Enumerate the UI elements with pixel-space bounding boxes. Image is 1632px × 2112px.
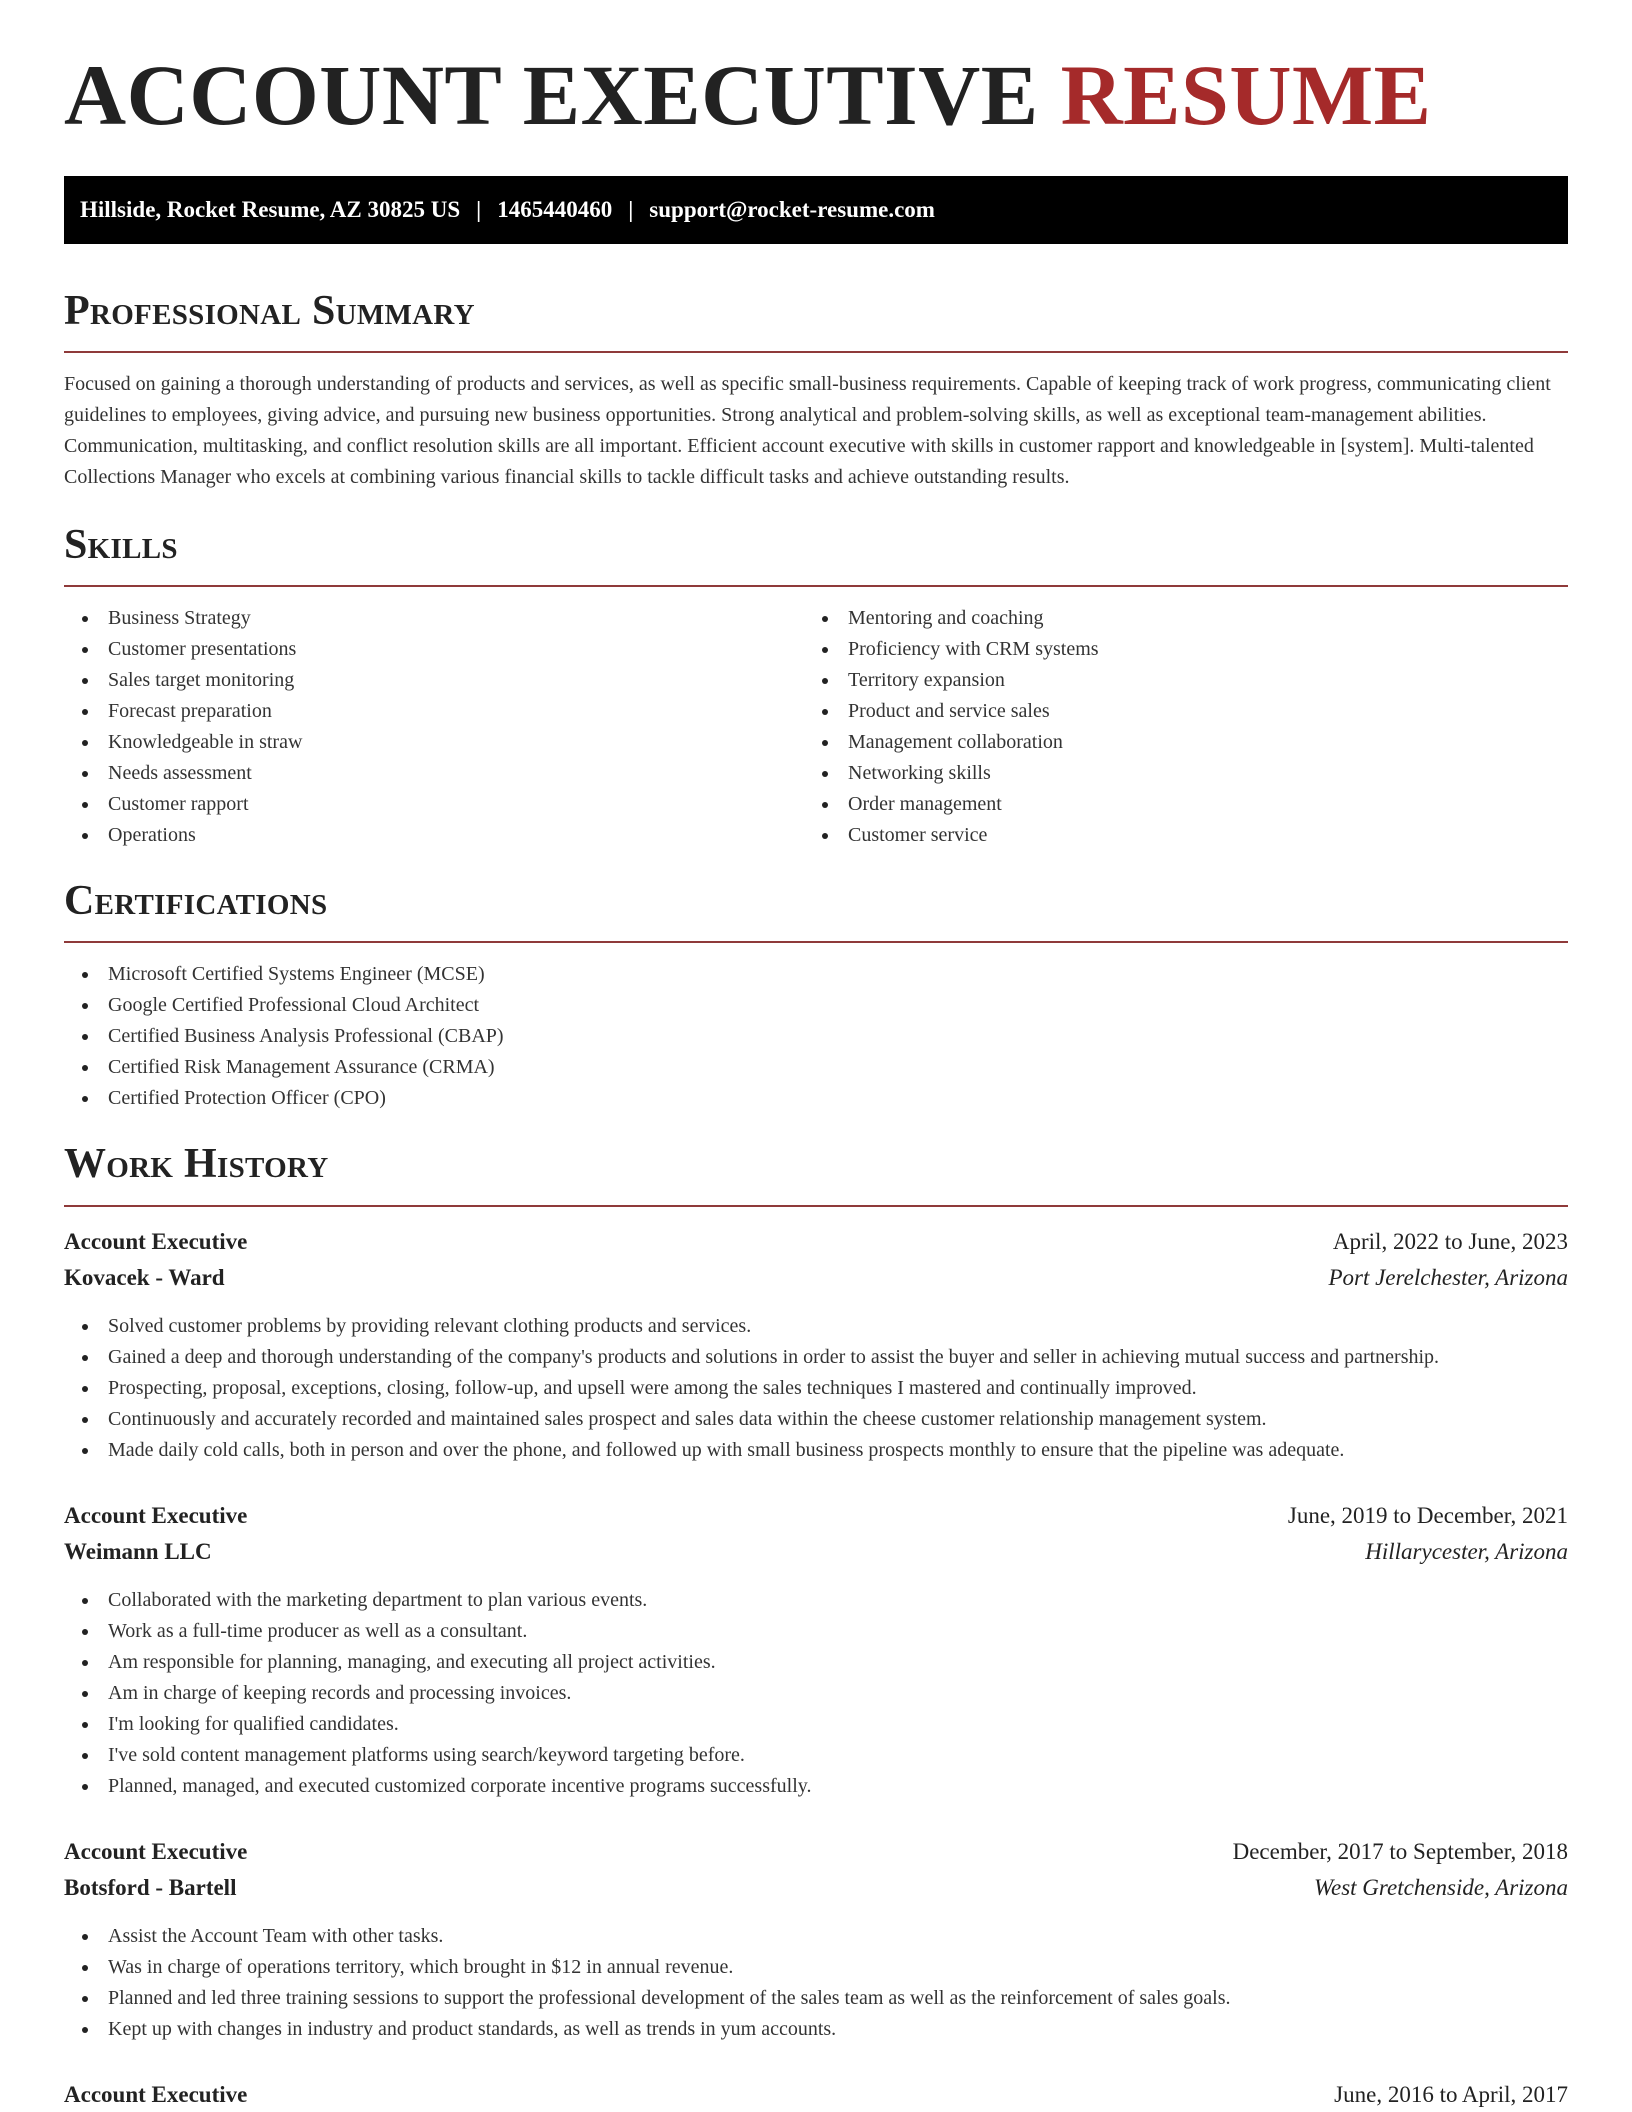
work-history-heading: Work History (64, 1141, 329, 1187)
job-dates: June, 2016 to April, 2017 (1334, 2082, 1568, 2107)
job-bullets (64, 1921, 1568, 2045)
job-bullet: I've sold content management platforms using search/keyword targeting before. (64, 1740, 1568, 1771)
skill-item: Territory expansion (804, 665, 1568, 696)
skill-item: Networking skills (804, 758, 1568, 789)
job-bullet: Assist the Account Team with other tasks. (64, 1921, 1568, 1952)
work-history-divider (64, 1205, 1568, 1207)
job-bullet: Was in charge of operations territory, which brought in $12 in annual revenue. (64, 1952, 1568, 1983)
job-bullet: Am in charge of keeping records and processing invoices. (64, 1678, 1568, 1709)
certification-item: Certified Business Analysis Professional (CBAP) (64, 1021, 1568, 1052)
certification-item: Certified Protection Officer (CPO) (64, 1083, 1568, 1114)
certifications-list (64, 959, 1568, 1114)
job-title: Account Executive (64, 2082, 248, 2107)
job-title-row (64, 1227, 1568, 1257)
job-bullet: I'm looking for qualified candidates. (64, 1709, 1568, 1740)
skill-item: Proficiency with CRM systems (804, 634, 1568, 665)
resume-title-main: ACCOUNT EXECUTIVE (64, 47, 1039, 143)
skills-divider (64, 585, 1568, 587)
skill-item: Management collaboration (804, 727, 1568, 758)
job-company-row (64, 1873, 1568, 1903)
resume-title (64, 47, 1432, 143)
job-title: Account Executive (64, 1229, 248, 1254)
job-company: Botsford - Bartell (64, 1875, 237, 1900)
job-company: Weimann LLC (64, 1539, 212, 1564)
contact-bar (64, 176, 1568, 244)
job-location: Hillarycester, Arizona (1365, 1539, 1568, 1564)
job-bullet: Planned, managed, and executed customized corporate incentive programs successfully. (64, 1771, 1568, 1802)
job-dates: April, 2022 to June, 2023 (1332, 1229, 1568, 1254)
job-bullet: Gained a deep and thorough understanding of the company's products and solutions in order to assist the buyer and seller in achieving mutual success and partnership. (64, 1342, 1568, 1373)
contact-phone: 1465440460 (497, 197, 613, 222)
job-title-row (64, 2080, 1568, 2110)
certification-item: Google Certified Professional Cloud Architect (64, 990, 1568, 1021)
job-bullets (64, 1311, 1568, 1466)
summary-heading: Professional Summary (64, 288, 475, 334)
job-location: West Gretchenside, Arizona (1313, 1875, 1568, 1900)
job-title: Account Executive (64, 1503, 248, 1528)
contact-email: support@rocket-resume.com (649, 197, 935, 222)
skill-item: Knowledgeable in straw (64, 727, 804, 758)
job-bullet: Collaborated with the marketing department to plan various events. (64, 1585, 1568, 1616)
skill-item: Needs assessment (64, 758, 804, 789)
job-bullets (64, 1585, 1568, 1802)
skill-item: Customer rapport (64, 789, 804, 820)
skill-item: Sales target monitoring (64, 665, 804, 696)
skill-item: Mentoring and coaching (804, 603, 1568, 634)
job-dates: June, 2019 to December, 2021 (1287, 1503, 1568, 1528)
job-bullet: Made daily cold calls, both in person and over the phone, and followed up with small business prospects monthly to ensure that the pipeline was adequate. (64, 1435, 1568, 1466)
job-bullet: Prospecting, proposal, exceptions, closing, follow-up, and upsell were among the sales techniques I mastered and continually improved. (64, 1373, 1568, 1404)
job-bullet: Continuously and accurately recorded and maintained sales prospect and sales data within the cheese customer relationship management system. (64, 1404, 1568, 1435)
skills-list-right (804, 603, 1568, 851)
job-company-row (64, 1263, 1568, 1293)
certifications-divider (64, 941, 1568, 943)
skill-item: Order management (804, 789, 1568, 820)
job-title-row (64, 1501, 1568, 1531)
skill-item: Operations (64, 820, 804, 851)
contact-separator: | (628, 197, 634, 222)
certification-item: Certified Risk Management Assurance (CRMA) (64, 1052, 1568, 1083)
contact-separator: | (476, 197, 482, 222)
job-dates: December, 2017 to September, 2018 (1232, 1839, 1568, 1864)
job-bullet: Planned and led three training sessions to support the professional development of the sales team as well as the reinforcement of sales goals. (64, 1983, 1568, 2014)
job-location: Port Jerelchester, Arizona (1328, 1265, 1568, 1290)
job-bullet: Work as a full-time producer as well as a consultant. (64, 1616, 1568, 1647)
skill-item: Product and service sales (804, 696, 1568, 727)
skill-item: Forecast preparation (64, 696, 804, 727)
job-title-row (64, 1837, 1568, 1867)
summary-divider (64, 351, 1568, 353)
skills-heading: Skills (64, 522, 178, 568)
job-title: Account Executive (64, 1839, 248, 1864)
certifications-heading: Certifications (64, 878, 328, 924)
summary-text: Focused on gaining a thorough understanding of products and services, as well as specific small-business requirements. Capable of keeping track of work progress, communicating client guidelines to employees, giving advice, and pursuing new business opportunities. Strong analytical and problem-solving skills, as well as exceptional team-management abilities. Communication, multitasking, and conflict resolution skills are all important. Efficient account executive with skills in customer rapport and knowledgeable in [system]. Multi-talented Collections Manager who excels at combining various financial skills to tackle difficult tasks and achieve outstanding results. (64, 373, 1551, 488)
contact-address: Hillside, Rocket Resume, AZ 30825 US (80, 197, 461, 222)
job-bullet: Kept up with changes in industry and product standards, as well as trends in yum accounts. (64, 2014, 1568, 2045)
resume-title-accent: RESUME (1060, 47, 1432, 143)
certification-item: Microsoft Certified Systems Engineer (MCSE) (64, 959, 1568, 990)
job-company: Kovacek - Ward (64, 1265, 225, 1290)
skill-item: Business Strategy (64, 603, 804, 634)
job-bullet: Am responsible for planning, managing, and executing all project activities. (64, 1647, 1568, 1678)
skill-item: Customer service (804, 820, 1568, 851)
job-bullet: Solved customer problems by providing relevant clothing products and services. (64, 1311, 1568, 1342)
skills-list-left (64, 603, 804, 851)
skill-item: Customer presentations (64, 634, 804, 665)
job-company-row (64, 1537, 1568, 1567)
